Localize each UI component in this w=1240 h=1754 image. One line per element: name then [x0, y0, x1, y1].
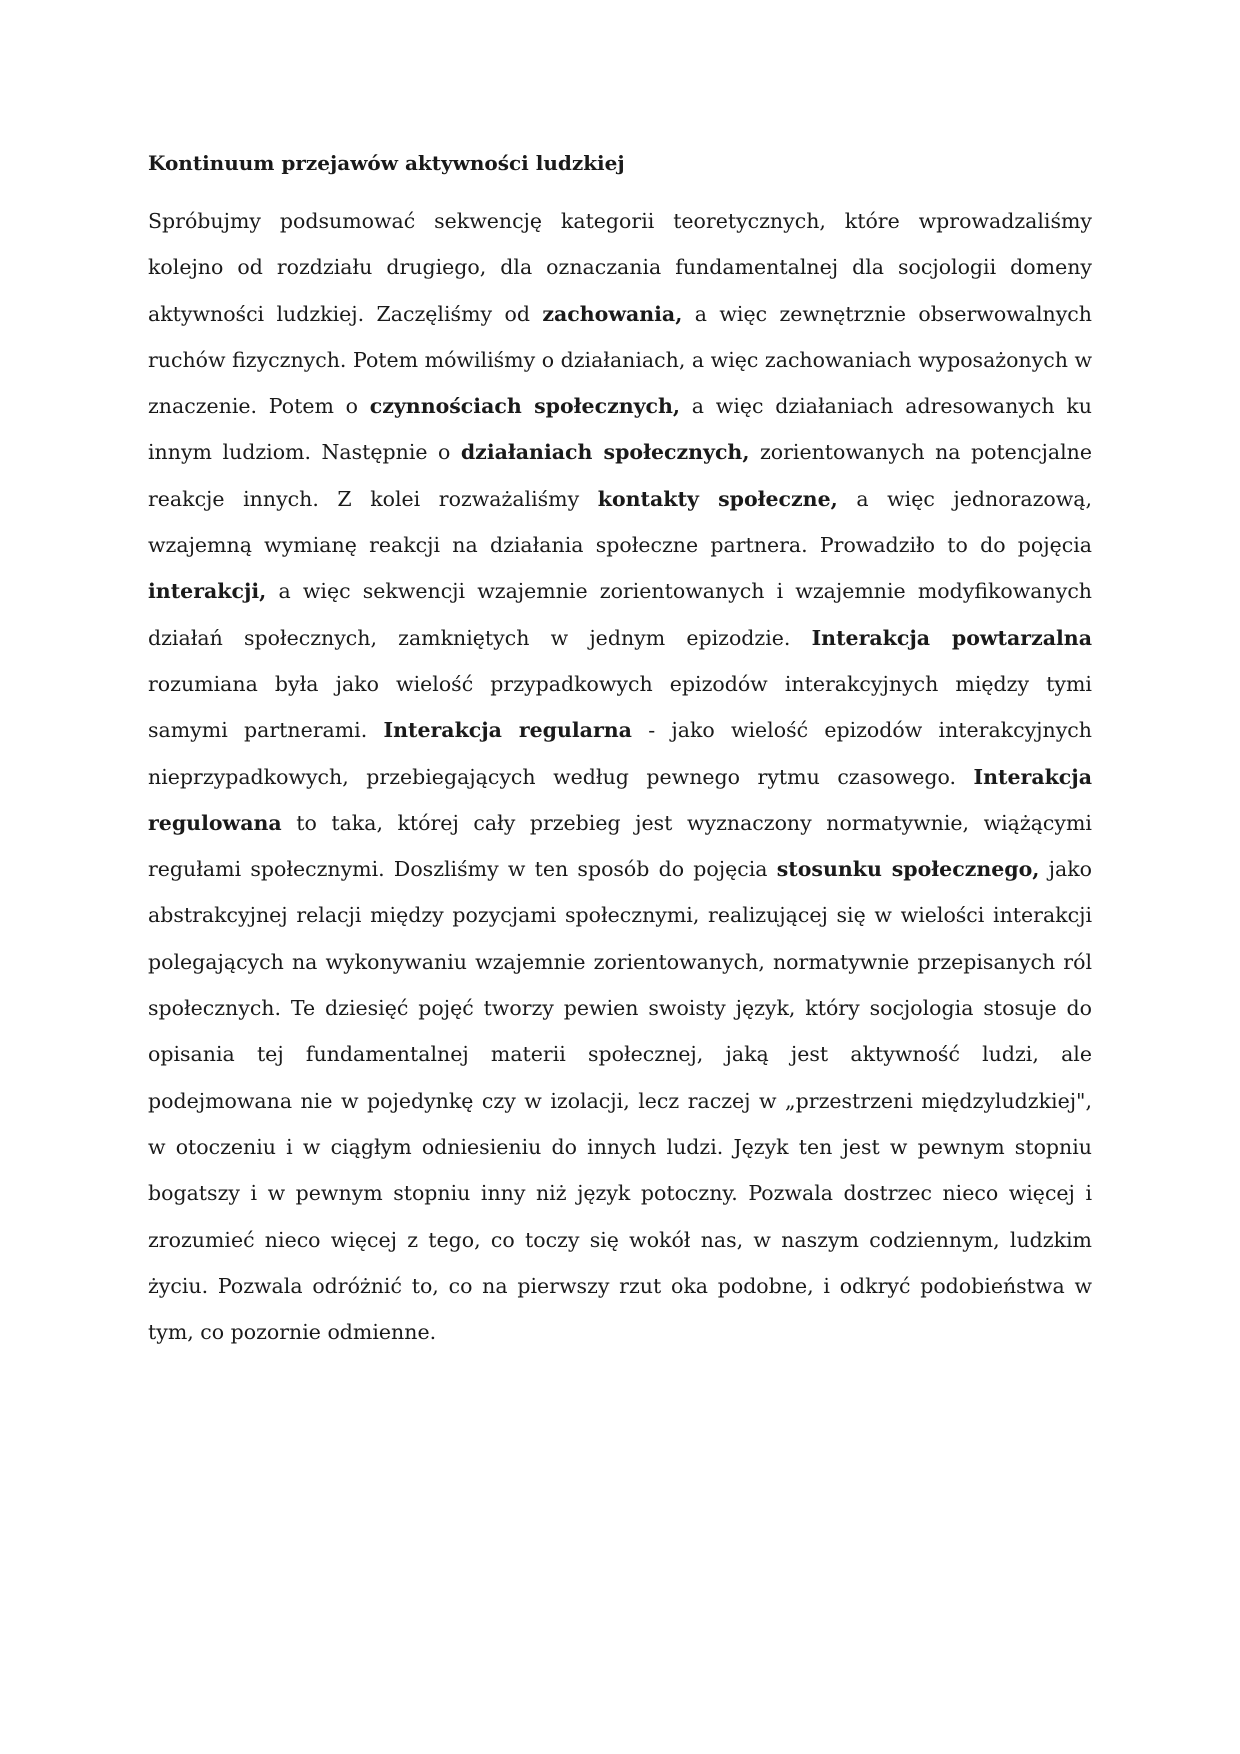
text-segment: a więc sekwencji wzajemnie zorientowanych i wzajemnie modyfikowanych działań społecznych, zamkniętych w jednym epizodzie. — [148, 579, 1092, 650]
bold-term: zachowania, — [542, 301, 683, 326]
bold-term: czynnościach społecznych, — [369, 394, 681, 419]
text-segment: a więc jednorazową, wzajemną wymianę reakcji na działania społeczne partnera. Prowadziło to do pojęcia — [148, 486, 1093, 558]
bold-term: Interakcja powtarzalna — [811, 625, 1092, 650]
text-segment: a więc zewnętrznie obserwowalnych ruchów fizycznych. Potem mówiliśmy o działaniach, a więc zachowaniach wyposażonych w znaczenie. Potem o — [148, 301, 1092, 419]
document-page — [148, 146, 1092, 1355]
bold-term: interakcji, — [148, 579, 267, 604]
bold-term: kontakty społeczne, — [597, 486, 838, 511]
text-segment: - jako wielość epizodów interakcyjnych nieprzypadkowych, przebiegających według pewnego rytmu czasowego. — [148, 718, 1092, 789]
bold-term: stosunku społecznego, — [776, 857, 1040, 882]
text-segment: zorientowanych na potencjalne reakcje innych. Z kolei rozważaliśmy — [148, 440, 1092, 511]
bold-term: Interakcja regulowana — [148, 764, 1092, 835]
text-segment: a więc działaniach adresowanych ku innym ludziom. Następnie o — [148, 394, 1092, 465]
bold-term: Interakcja regularna — [383, 718, 632, 743]
bold-term: działaniach społecznych, — [460, 440, 750, 465]
text-segment: jako abstrakcyjnej relacji między pozycjami społecznymi, realizującej się w wielości interakcji polegających na wykonywaniu wzajemnie zorientowanych, normatywnie przepisanych ról społecznych. Te dziesięć pojęć tworzy pewien swoisty język, który socjologia stosuje do opisania tej fundamentalnej materii społecznej, jaką jest aktywność ludzi, ale podejmowana nie w pojedynkę czy w izolacji, lecz raczej w „przestrzeni międzyludzkiej", w otoczeniu i w ciągłym odniesieniu do innych ludzi. Język ten jest w pewnym stopniu bogatszy i w pewnym stopniu inny niż język potoczny. Pozwala dostrzec nieco więcej i zrozumieć nieco więcej z tego, co toczy się wokół nas, w naszym codziennym, ludzkim życiu. Pozwala odróżnić to, co na pierwszy rzut oka podobne, i odkryć podobieństwa w tym, co pozornie odmienne. — [148, 857, 1092, 1345]
body-paragraph — [148, 198, 1092, 1355]
text-segment: rozumiana była jako wielość przypadkowych epizodów interakcyjnych między tymi samymi partnerami. — [148, 671, 1092, 743]
text-segment: to taka, której cały przebieg jest wyznaczony normatywnie, wiążącymi regułami społecznymi. Doszliśmy w ten sposób do pojęcia — [148, 810, 1092, 882]
document-title: Kontinuum przejawów aktywności ludzkiej — [148, 151, 625, 175]
text-segment: Spróbujmy podsumować sekwencję kategorii teoretycznych, które wprowadzaliśmy kolejno od rozdziału drugiego, dla oznaczania fundamentalnej dla socjologii domeny aktywności ludzkiej. Zaczęliśmy od — [148, 209, 1092, 326]
